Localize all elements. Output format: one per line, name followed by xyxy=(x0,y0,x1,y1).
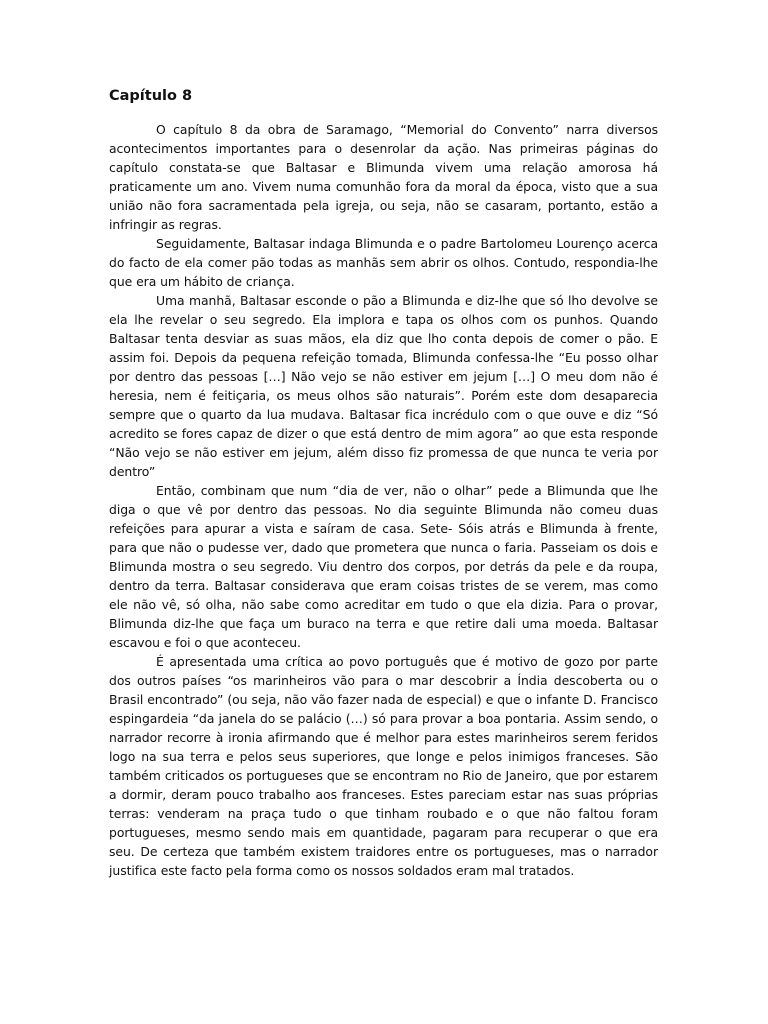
document-page xyxy=(109,86,658,880)
paragraph-5: É apresentada uma crítica ao povo português que é motivo de gozo por parte dos outros países “os marinheiros vão para o mar descobrir a Índia descoberta ou o Brasil encontrado” (ou seja, não vão fazer nada de especial) e que o infante D. Francisco espingardeia “da janela do se palácio (…) só para provar a boa pontaria. Assim sendo, o narrador recorre à ironia afirmando que é melhor para estes marinheiros serem feridos logo na sua terra e pelos seus superiores, que longe e pelos inimigos franceses. São também criticados os portugueses que se encontram no Rio de Janeiro, que por estarem a dormir, deram pouco trabalho aos franceses. Estes pareciam estar nas suas próprias terras: venderam na praça tudo o que tinham roubado e o que não faltou foram portugueses, mesmo sendo mais em quantidade, pagaram para recuperar o que era seu. De certeza que também existem traidores entre os portugueses, mas o narrador justifica este facto pela forma como os nossos soldados eram mal tratados. xyxy=(109,654,658,878)
paragraph-1: O capítulo 8 da obra de Saramago, “Memorial do Convento” narra diversos acontecimentos importantes para o desenrolar da ação. Nas primeiras páginas do capítulo constata-se que Baltasar e Blimunda vivem uma relação amorosa há praticamente um ano. Vivem numa comunhão fora da moral da época, visto que a sua união não fora sacramentada pela igreja, ou seja, não se casaram, portanto, estão a infringir as regras. xyxy=(109,122,658,232)
paragraph-2: Seguidamente, Baltasar indaga Blimunda e o padre Bartolomeu Lourenço acerca do facto de ela comer pão todas as manhãs sem abrir os olhos. Contudo, respondia-lhe que era um hábito de criança. xyxy=(109,236,658,289)
chapter-title: Capítulo 8 xyxy=(109,88,193,104)
paragraph-4: Então, combinam que num “dia de ver, não o olhar” pede a Blimunda que lhe diga o que vê por dentro das pessoas. No dia seguinte Blimunda não comeu duas refeições para apurar a vista e saíram de casa. Sete- Sóis atrás e Blimunda à frente, para que não o pudesse ver, dado que prometera que nunca o faria. Passeiam os dois e Blimunda mostra o seu segredo. Viu dentro dos corpos, por detrás da pele e da roupa, dentro da terra. Baltasar considerava que eram coisas tristes de se verem, mas como ele não vê, só olha, não sabe como acreditar em tudo o que ela dizia. Para o provar, Blimunda diz-lhe que faça um buraco na terra e que retire dali uma moeda. Baltasar escavou e foi o que aconteceu. xyxy=(109,483,658,650)
paragraph-3: Uma manhã, Baltasar esconde o pão a Blimunda e diz-lhe que só lho devolve se ela lhe revelar o seu segredo. Ela implora e tapa os olhos com os punhos. Quando Baltasar tenta desviar as suas mãos, ela diz que lho conta depois de comer o pão. E assim foi. Depois da pequena refeição tomada, Blimunda confessa-lhe “Eu posso olhar por dentro das pessoas […] Não vejo se não estiver em jejum […] O meu dom não é heresia, nem é feitiçaria, os meus olhos são naturais”. Porém este dom desaparecia sempre que o quarto da lua mudava. Baltasar fica incrédulo com o que ouve e diz “Só acredito se fores capaz de dizer o que está dentro de mim agora” ao que esta responde “Não vejo se não estiver em jejum, além disso fiz promessa de que nunca te veria por dentro” xyxy=(109,293,658,479)
